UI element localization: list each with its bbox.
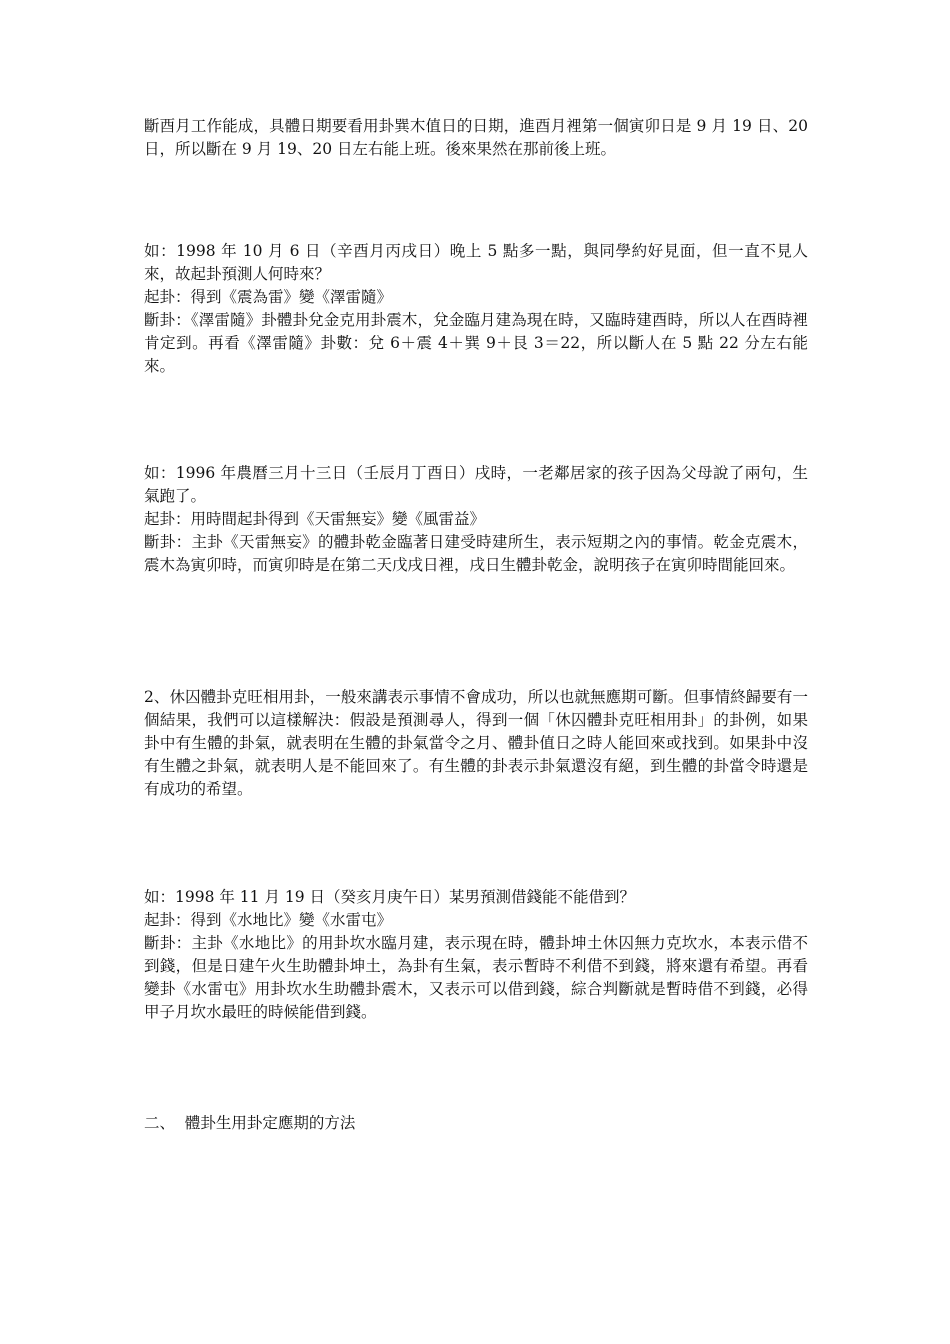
section-heading — [144, 1112, 808, 1135]
example-2-question: 如：1996 年農曆三月十三日（壬辰月丁酉日）戌時，一老鄰居家的孩子因為父母說了兩句，生氣跑了。 — [144, 464, 808, 505]
intro-paragraph — [144, 115, 808, 161]
example-3-question: 如：1998 年 11 月 19 日（癸亥月庚午日）某男預測借錢能不能借到？ — [144, 888, 636, 906]
example-1-block — [144, 240, 808, 378]
example-1-judgement: 斷卦：《澤雷隨》卦體卦兌金克用卦震木，兌金臨月建為現在時，又臨時建酉時，所以人在酉時裡肯定到。再看《澤雷隨》卦數：兌 6＋震 4＋巽 9＋艮 3＝22，所以斷人在 5 點 22 分左右能來。 — [144, 311, 808, 375]
example-1-question: 如：1998 年 10 月 6 日（辛酉月丙戌日）晚上 5 點多一點，與同學約好見面，但一直不見人來，故起卦預測人何時來？ — [144, 242, 808, 283]
example-3-judgement: 斷卦：主卦《水地比》的用卦坎水臨月建，表示現在時，體卦坤土休囚無力克坎水，本表示借不到錢，但是日建午火生助體卦坤土，為卦有生氣，表示暫時不利借不到錢，將來還有希望。再看變卦《水雷屯》用卦坎水生助體卦震木，又表示可以借到錢，綜合判斷就是暫時借不到錢，必得甲子月坎水最旺的時候能借到錢。 — [144, 934, 808, 1021]
example-2-judgement: 斷卦：主卦《天雷無妄》的體卦乾金臨著日建受時建所生，表示短期之內的事情。乾金克震木，震木為寅卯時，而寅卯時是在第二天戊戌日裡，戌日生體卦乾金，說明孩子在寅卯時間能回來。 — [144, 533, 808, 574]
section-heading-text: 二、 體卦生用卦定應期的方法 — [144, 1114, 356, 1132]
example-3-block — [144, 886, 808, 1024]
example-1-cast: 起卦：得到《震為雷》變《澤雷隨》 — [144, 288, 393, 306]
example-2-block — [144, 462, 808, 577]
section-2-paragraph — [144, 686, 808, 801]
intro-text: 斷酉月工作能成，具體日期要看用卦巽木值日的日期，進酉月裡第一個寅卯日是 9 月 19 日、20 日，所以斷在 9 月 19、20 日左右能上班。後來果然在那前後上班。 — [144, 117, 808, 158]
section-2-text: 2、休囚體卦克旺相用卦，一般來講表示事情不會成功，所以也就無應期可斷。但事情終歸要有一個結果，我們可以這樣解決：假設是預測尋人，得到一個「休囚體卦克旺相用卦」的卦例，如果卦中有生體的卦氣，就表明在生體的卦氣當令之月、體卦值日之時人能回來或找到。如果卦中沒有生體之卦氣，就表明人是不能回來了。有生體的卦表示卦氣還沒有絕，到生體的卦當令時還是有成功的希望。 — [144, 688, 808, 798]
example-3-cast: 起卦：得到《水地比》變《水雷屯》 — [144, 911, 393, 929]
example-2-cast: 起卦：用時間起卦得到《天雷無妄》變《風雷益》 — [144, 510, 486, 528]
